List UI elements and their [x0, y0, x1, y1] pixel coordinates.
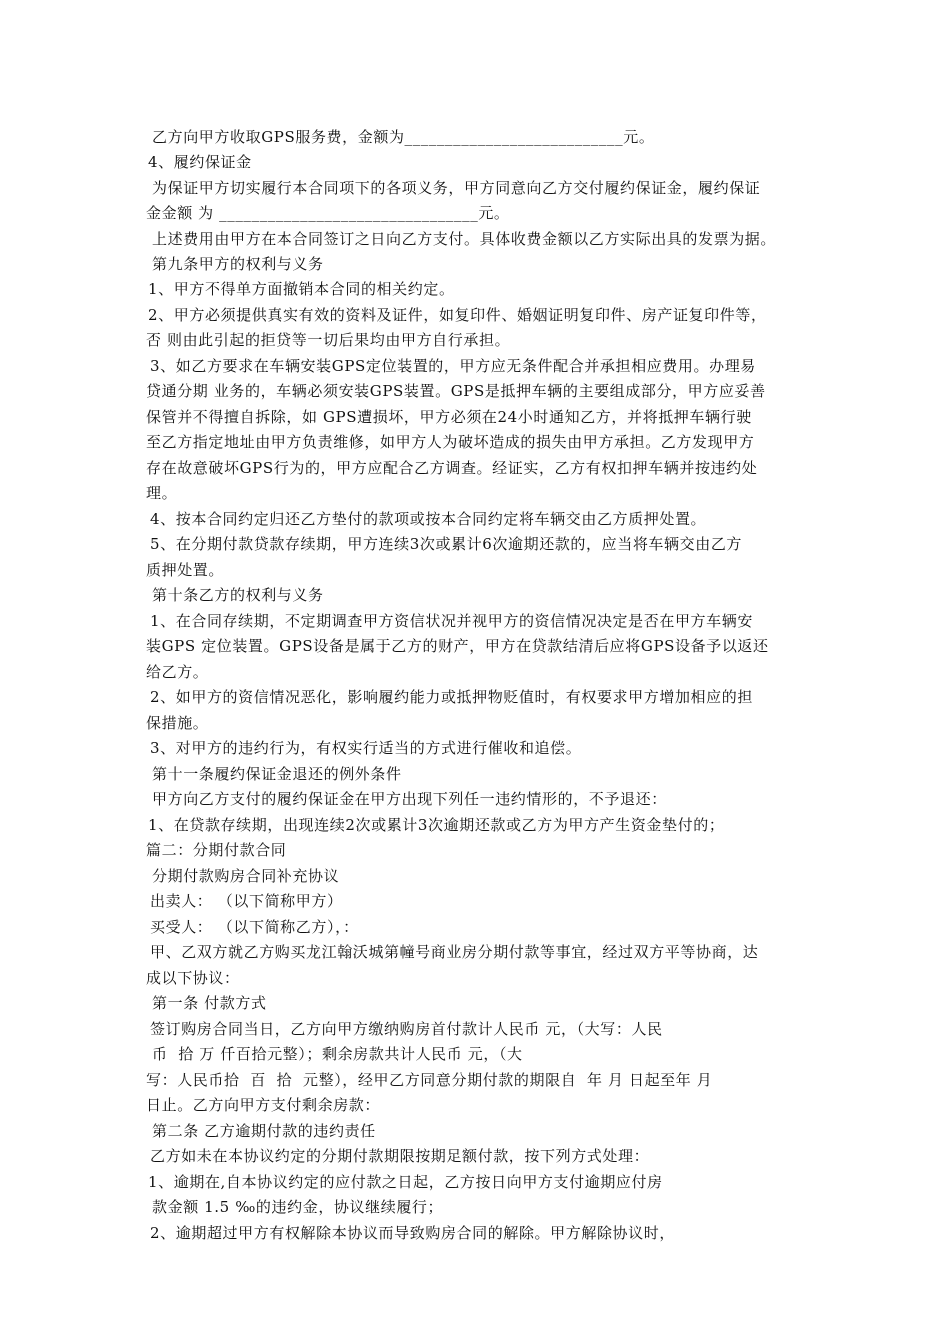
text-line: 乙方向甲方收取GPS服务费，金额为___________________________元。 [152, 128, 655, 146]
text-line: 1、甲方不得单方面撤销本合同的相关约定。 [148, 280, 455, 298]
text-line: 款金额 1.5 ‰的违约金，协议继续履行； [152, 1198, 444, 1216]
text-line: 写：人民币拾 百 拾 元整），经甲乙方同意分期付款的期限自 年 月 日起至年 月 [146, 1071, 713, 1089]
text-line: 上述费用由甲方在本合同签订之日向乙方支付。具体收费金额以乙方实际出具的发票为据。 [152, 230, 777, 248]
text-line: 否 则由此引起的拒贷等一切后果均由甲方自行承担。 [146, 331, 511, 349]
text-line: 3、如乙方要求在车辆安装GPS定位装置的，甲方应无条件配合并承担相应费用。办理易 [150, 357, 756, 375]
text-line: 1、逾期在,自本协议约定的应付款之日起，乙方按日向甲方支付逾期应付房 [148, 1173, 663, 1191]
text-line: 贷通分期 业务的，车辆必须安装GPS装置。GPS是抵押车辆的主要组成部分，甲方应妥善 [146, 382, 766, 400]
text-line: 金金额 为 ________________________________元。 [146, 204, 510, 222]
text-line: 装GPS 定位装置。GPS设备是属于乙方的财产，甲方在贷款结清后应将GPS设备予以返还 [146, 637, 769, 655]
text-line: 签订购房合同当日，乙方向甲方缴纳购房首付款计人民币 元，（大写：人民 [150, 1020, 663, 1038]
text-line: 保管并不得擅自拆除，如 GPS遭损坏，甲方必须在24小时通知乙方，并将抵押车辆行驶 [146, 408, 752, 426]
text-line: 日止。乙方向甲方支付剩余房款： [146, 1096, 381, 1114]
text-line: 甲方向乙方支付的履约保证金在甲方出现下列任一违约情形的，不予退还： [152, 790, 667, 808]
document-title: 分期付款购房合同补充协议 [152, 867, 340, 885]
article-heading: 第九条甲方的权利与义务 [152, 255, 324, 273]
text-line: 质押处置。 [146, 561, 225, 579]
article-heading: 第二条 乙方逾期付款的违约责任 [152, 1122, 376, 1140]
article-heading: 第一条 付款方式 [152, 994, 267, 1012]
text-line: 存在故意破坏GPS行为的，甲方应配合乙方调查。经证实，乙方有权扣押车辆并按违约处 [146, 459, 758, 477]
article-heading: 第十一条履约保证金退还的例外条件 [152, 765, 402, 783]
text-line: 保措施。 [146, 714, 209, 732]
text-line: 出卖人： （以下简称甲方） [150, 892, 343, 910]
text-line: 至乙方指定地址由甲方负责维修，如甲方人为破坏造成的损失由甲方承担。乙方发现甲方 [146, 433, 755, 451]
text-line: 为保证甲方切实履行本合同项下的各项义务，甲方同意向乙方交付履约保证金，履约保证 [152, 179, 761, 197]
text-line: 乙方如未在本协议约定的分期付款期限按期足额付款，按下列方式处理： [150, 1147, 650, 1165]
text-line: 1、在贷款存续期，出现连续2次或累计3次逾期还款或乙方为甲方产生资金垫付的； [148, 816, 725, 834]
text-line: 甲、乙双方就乙方购买龙江翰沃城第幢号商业房分期付款等事宜，经过双方平等协商，达 [150, 943, 759, 961]
text-line: 币 拾 万 仟百拾元整）；剩余房款共计人民币 元，（大 [152, 1045, 523, 1063]
text-line: 3、对甲方的违约行为，有权实行适当的方式进行催收和追偿。 [150, 739, 582, 757]
text-line: 1、在合同存续期，不定期调查甲方资信状况并视甲方的资信情况决定是否在甲方车辆安 [150, 612, 753, 630]
text-line: 2、如甲方的资信情况恶化，影响履约能力或抵押物贬值时，有权要求甲方增加相应的担 [150, 688, 753, 706]
part-heading: 篇二：分期付款合同 [146, 841, 287, 859]
section-heading: 4、履约保证金 [148, 153, 252, 171]
text-line: 给乙方。 [146, 663, 209, 681]
text-line: 买受人： （以下简称乙方），： [150, 918, 359, 936]
text-line: 5、在分期付款贷款存续期，甲方连续3次或累计6次逾期还款的，应当将车辆交由乙方 [150, 535, 743, 553]
article-heading: 第十条乙方的权利与义务 [152, 586, 324, 604]
text-line: 成以下协议： [146, 969, 240, 987]
text-line: 理。 [146, 484, 178, 502]
text-line: 4、按本合同约定归还乙方垫付的款项或按本合同约定将车辆交由乙方质押处置。 [150, 510, 707, 528]
text-line: 2、甲方必须提供真实有效的资料及证件，如复印件、婚姻证明复印件、房产证复印件等， [148, 306, 767, 324]
text-line: 2、逾期超过甲方有权解除本协议而导致购房合同的解除。甲方解除协议时， [150, 1224, 675, 1242]
